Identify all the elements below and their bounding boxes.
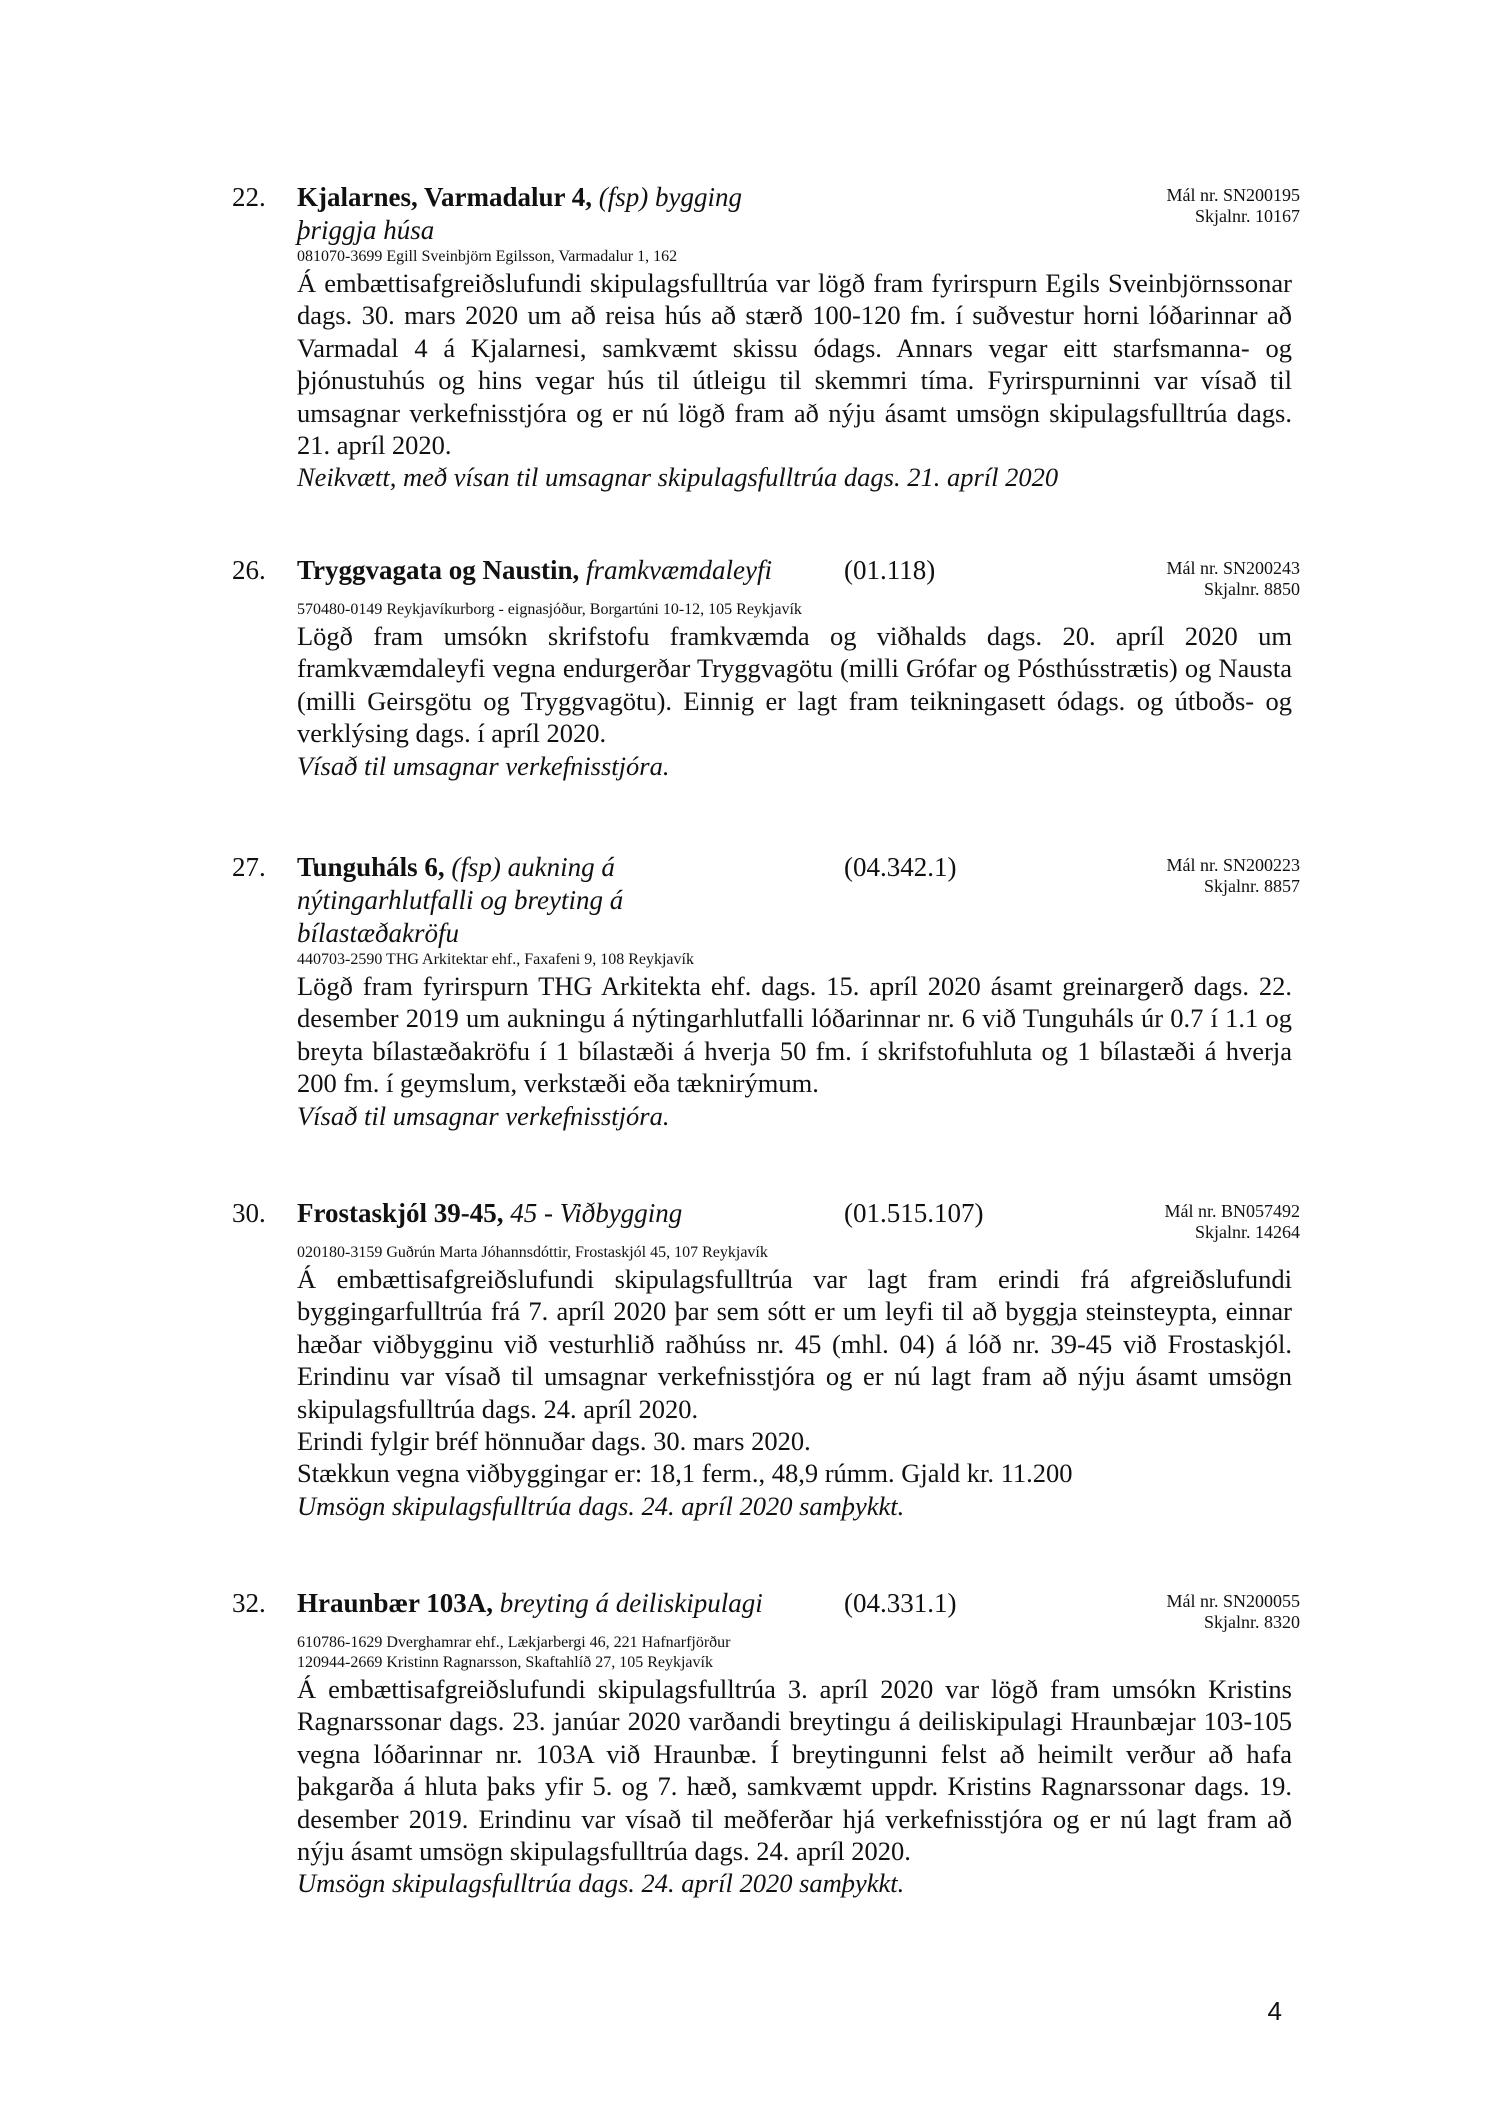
item-heading: [297, 554, 827, 587]
item-number: 26.: [232, 555, 266, 585]
page-number: 4: [1267, 1996, 1282, 2026]
item-heading: [297, 1587, 827, 1620]
item-decision: Umsögn skipulagsfulltrúa dags. 24. apríl 2020 samþykkt.: [297, 1490, 905, 1521]
item-paragraph: Lögð fram fyrirspurn THG Arkitekta ehf. dags. 15. apríl 2020 ásamt greinargerð dags. 22. desember 2019 um aukningu á nýtingarhlutfalli lóðarinnar nr. 6 við Tunguháls úr 0.7 í 1.1 og breyta bílastæðakröfu í 1 bílastæði á hverja 50 fm. í skrifstofuhluta og 1 bílastæði á hverja 200 fm. í geymslum, verkstæði eða tæknirýmum.: [297, 971, 1292, 1099]
item-title: Tunguháls 6,: [297, 852, 445, 882]
item-title: Hraunbær 103A,: [297, 1588, 494, 1618]
document-number: Skjalnr. 14264: [1194, 1222, 1300, 1242]
item-heading: [297, 181, 797, 247]
item-body: [297, 600, 1292, 782]
case-reference: [1166, 855, 1300, 897]
item-title: Kjalarnes, Varmadalur 4,: [297, 182, 593, 212]
case-reference: [1164, 1201, 1300, 1243]
item-paragraph: Á embættisafgreiðslufundi skipulagsfulltrúa 3. apríl 2020 var lögð fram umsókn Kristins Ragnarssonar dags. 23. janúar 2020 varðandi breytingu á deiliskipulagi Hraunbæjar 103-105 vegna lóðarinnar nr. 103A við Hraunbæ. Í breytingunni felst að heimilt verður að hafa þakgarða á hluta þaks yfir 5. og 7. hæð, samkvæmt uppdr. Kristins Ragnarssonar dags. 19. desember 2019. Erindinu var vísað til meðferðar hjá verkefnisstjóra og er nú lagt fram að nýju ásamt umsögn skipulagsfulltrúa dags. 24. apríl 2020.: [297, 1674, 1292, 1867]
document-number: Skjalnr. 8857: [1203, 876, 1300, 896]
plot-number: (04.331.1): [844, 1588, 957, 1618]
item-paragraph: Á embættisafgreiðslufundi skipulagsfulltrúa var lögð fram fyrirspurn Egils Sveinbjörnssonar dags. 30. mars 2020 um að reisa hús að stærð 100-120 fm. í suðvestur horni lóðarinnar að Varmadal 4 á Kjalarnesi, samkvæmt skissu ódags. Annars vegar eitt starfsmanna- og þjónustuhús og hins vegar hús til útleigu til skemmri tíma. Fyrirspurninni var vísað til umsagnar verkefnisstjóra og er nú lögð fram að nýju ásamt umsögn skipulagsfulltrúa dags. 21. apríl 2020.: [297, 268, 1292, 461]
item-decision: Vísað til umsagnar verkefnisstjóra.: [297, 750, 670, 781]
applicant-line: 020180-3159 Guðrún Marta Jóhannsdóttir, Frostaskjól 45, 107 Reykjavík: [297, 1244, 768, 1261]
document-number: Skjalnr. 10167: [1194, 206, 1300, 226]
case-number: Mál nr. BN057492: [1164, 1201, 1300, 1221]
item-subtitle: aukning á nýtingarhlutfalli og breyting á bílastæðakröfu: [297, 852, 624, 948]
item-title: Tryggvagata og Naustin,: [297, 555, 580, 585]
item-paragraph: Erindi fylgir bréf hönnuðar dags. 30. mars 2020.: [297, 1426, 811, 1457]
item-body: [297, 247, 1292, 494]
case-number: Mál nr. SN200195: [1166, 185, 1300, 205]
case-number: Mál nr. SN200055: [1166, 1591, 1300, 1611]
item-subtitle: bygging þriggja húsa: [297, 182, 743, 245]
item-body: [297, 1243, 1292, 1522]
item-body: [297, 950, 1292, 1132]
case-reference: [1166, 185, 1300, 227]
plot-number: (01.118): [844, 555, 936, 585]
applicant-line: 120944-2669 Kristinn Ragnarsson, Skaftahlíð 27, 105 Reykjavík: [297, 1654, 713, 1671]
item-body: [297, 1633, 1292, 1900]
item-number: 32.: [232, 1588, 266, 1618]
item-number: 30.: [232, 1198, 266, 1228]
case-reference: [1166, 558, 1300, 600]
item-paragraph: Lögð fram umsókn skrifstofu framkvæmda og viðhalds dags. 20. apríl 2020 um framkvæmdaleyfi vegna endurgerðar Tryggvagötu (milli Grófar og Pósthússtrætis) og Nausta (milli Geirsgötu og Tryggvagötu). Einnig er lagt fram teikningasett ódags. og útboðs- og verklýsing dags. í apríl 2020.: [297, 621, 1292, 749]
document-number: Skjalnr. 8850: [1203, 579, 1300, 599]
plot-number: (04.342.1): [844, 852, 957, 882]
item-decision: Neikvætt, með vísan til umsagnar skipulagsfulltrúa dags. 21. apríl 2020: [297, 462, 1059, 493]
applicant-line: 570480-0149 Reykjavíkurborg - eignasjóður, Borgartúni 10-12, 105 Reykjavík: [297, 601, 802, 618]
item-number: 22.: [232, 182, 266, 212]
item-title: Frostaskjól 39-45,: [297, 1198, 504, 1228]
item-subtitle: 45 - Viðbygging: [510, 1198, 683, 1228]
item-heading: [297, 851, 677, 950]
case-number: Mál nr. SN200243: [1166, 558, 1300, 578]
applicant-line: 081070-3699 Egill Sveinbjörn Egilsson, Varmadalur 1, 162: [297, 248, 678, 265]
applicant-line: 610786-1629 Dverghamrar ehf., Lækjarbergi 46, 221 Hafnarfjörður: [297, 1634, 731, 1651]
item-decision: Vísað til umsagnar verkefnisstjóra.: [297, 1100, 670, 1131]
item-subtitle-prefix: (fsp): [451, 852, 501, 882]
item-heading: [297, 1197, 827, 1230]
item-paragraph: Á embættisafgreiðslufundi skipulagsfulltrúa var lagt fram erindi frá afgreiðslufundi byggingarfulltrúa frá 7. apríl 2020 þar sem sótt er um leyfi til að byggja steinsteypta, einnar hæðar viðbygginu við vesturhlið raðhúss nr. 45 (mhl. 04) á lóð nr. 39-45 við Frostaskjól. Erindinu var vísað til umsagnar verkefnisstjóra og er nú lagt fram að nýju ásamt umsögn skipulagsfulltrúa dags. 24. apríl 2020.: [297, 1264, 1292, 1424]
item-subtitle-prefix: (fsp): [598, 182, 649, 212]
plot-number: (01.515.107): [844, 1198, 984, 1228]
item-subtitle: breyting á deiliskipulagi: [499, 1588, 763, 1618]
document-number: Skjalnr. 8320: [1203, 1612, 1300, 1632]
case-reference: [1166, 1591, 1300, 1633]
item-subtitle: framkvæmdaleyfi: [586, 555, 772, 585]
item-paragraph: Stækkun vegna viðbyggingar er: 18,1 ferm., 48,9 rúmm. Gjald kr. 11.200: [297, 1458, 1073, 1489]
applicant-line: 440703-2590 THG Arkitektar ehf., Faxafeni 9, 108 Reykjavík: [297, 951, 694, 968]
case-number: Mál nr. SN200223: [1166, 855, 1300, 875]
item-decision: Umsögn skipulagsfulltrúa dags. 24. apríl 2020 samþykkt.: [297, 1868, 905, 1899]
item-number: 27.: [232, 852, 266, 882]
